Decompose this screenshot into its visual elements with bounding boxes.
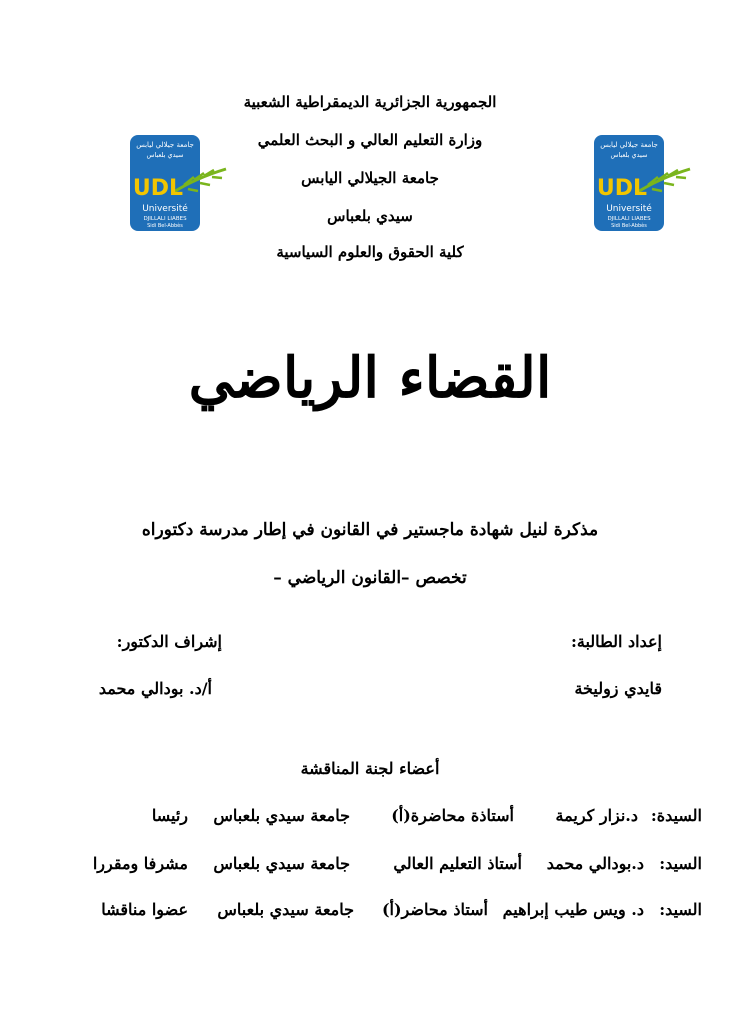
member-university: جامعة سيدي بلعباس	[217, 900, 354, 919]
member-title: السيد:	[659, 900, 702, 919]
svg-text:جامعة جيلالي ليابس: جامعة جيلالي ليابس	[136, 141, 194, 149]
svg-text:Université: Université	[606, 204, 652, 214]
member-university: جامعة سيدي بلعباس	[213, 806, 350, 825]
committee-heading: أعضاء لجنة المناقشة	[300, 759, 440, 778]
committee-member-row	[25, 806, 702, 832]
prepared-by-label: إعداد الطالبة:	[570, 632, 662, 651]
member-rank: أستاذة محاضرة(أ)	[391, 806, 514, 825]
svg-text:DJILLALI LIABES: DJILLALI LIABES	[143, 216, 187, 222]
member-rank: أستاذ التعليم العالي	[393, 854, 522, 873]
svg-text:Sidi Bel-Abbès: Sidi Bel-Abbès	[611, 223, 647, 229]
thesis-title: القضاء الرياضي	[188, 345, 552, 411]
svg-text:جامعة جيلالي ليابس: جامعة جيلالي ليابس	[600, 141, 658, 149]
thesis-specialty: تخصص –القانون الرياضي –	[273, 568, 467, 588]
supervisor-label: إشراف الدكتور:	[116, 632, 222, 651]
svg-text:سيدي بلعباس: سيدي بلعباس	[610, 151, 648, 159]
member-name: د.نزار كريمة	[555, 806, 638, 825]
svg-text:سيدي بلعباس: سيدي بلعباس	[146, 151, 184, 159]
member-name: د.بودالي محمد	[546, 854, 644, 873]
header-city: سيدي بلعباس	[327, 207, 413, 225]
header-faculty: كلية الحقوق والعلوم السياسية	[276, 243, 464, 261]
member-title: السيدة:	[650, 806, 702, 825]
header-republic: الجمهورية الجزائرية الديمقراطية الشعبية	[243, 93, 497, 111]
member-name: د. ويس طيب إبراهيم	[502, 900, 644, 919]
committee-member-row	[25, 900, 702, 926]
thesis-purpose: مذكرة لنيل شهادة ماجستير في القانون في إطار مدرسة دكتوراه	[141, 520, 599, 540]
member-role: رئيسا	[151, 806, 188, 825]
university-logo-left	[128, 133, 228, 233]
member-role: عضوا مناقشا	[101, 900, 188, 919]
university-logo-right	[592, 133, 692, 233]
svg-text:Sidi Bel-Abbès: Sidi Bel-Abbès	[147, 223, 183, 229]
student-name: قايدي زوليخة	[574, 679, 662, 698]
member-university: جامعة سيدي بلعباس	[213, 854, 350, 873]
header-university: جامعة الجيلالي اليابس	[301, 169, 439, 187]
supervisor-name: أ/د. بودالي محمد	[98, 679, 212, 698]
member-title: السيد:	[659, 854, 702, 873]
member-rank: أستاذ محاضر(أ)	[381, 900, 488, 919]
svg-text:Université: Université	[142, 204, 188, 214]
svg-text:UDL: UDL	[596, 176, 648, 201]
svg-text:UDL: UDL	[132, 176, 184, 201]
committee-member-row	[25, 854, 702, 880]
member-role: مشرفا ومقررا	[92, 854, 188, 873]
header-ministry: وزارة التعليم العالي و البحث العلمي	[257, 131, 483, 149]
svg-text:DJILLALI LIABES: DJILLALI LIABES	[607, 216, 651, 222]
